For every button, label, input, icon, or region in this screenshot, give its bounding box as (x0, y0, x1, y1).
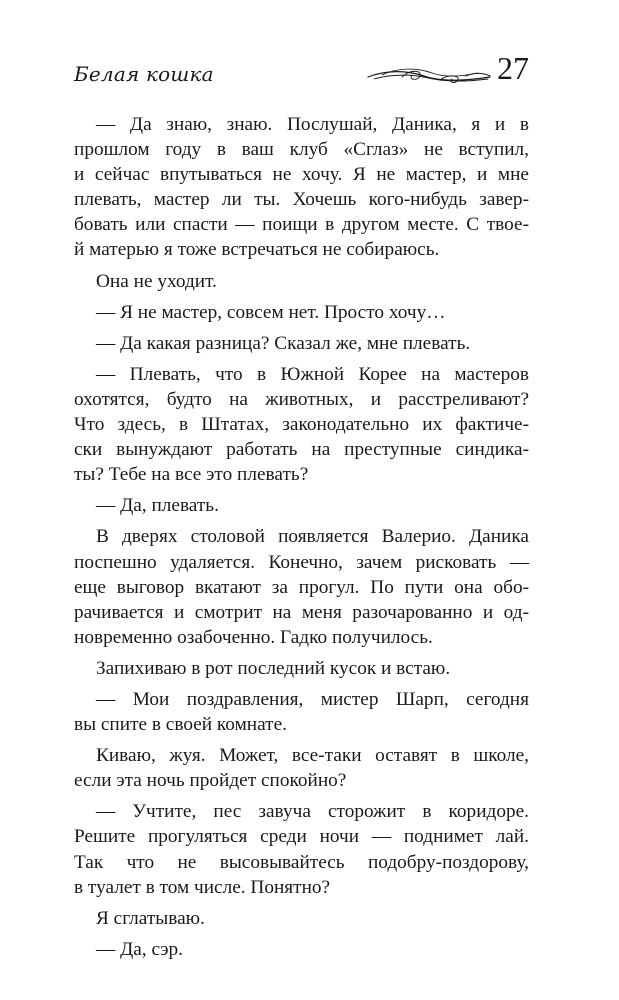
paragraph-line: Так что не высовывайтесь подобру-поздорову, (74, 851, 529, 873)
paragraph-first-line: Я сглатываю. (96, 907, 205, 929)
paragraph-line: Решите прогуляться среди ночи — поднимет лай. (74, 826, 529, 848)
paragraph-first-line: Запихиваю в рот последний кусок и встаю. (96, 657, 451, 679)
paragraph-line: рачивается и смотрит на меня разочарованно и од- (74, 601, 529, 623)
paragraph-first-line: — Да какая разница? Сказал же, мне плевать. (96, 332, 471, 354)
paragraph-line: прошлом году в ваш клуб «Сглаз» не вступил, (74, 139, 529, 161)
paragraph-line: если эта ночь пройдет спокойно? (74, 770, 347, 792)
paragraph-first-line: — Плевать, что в Южной Корее на мастеров (96, 363, 529, 385)
paragraph-first-line: — Учтите, пес завуча сторожит в коридоре. (96, 801, 529, 823)
paragraph-line: бовать или спасти — поищи в другом месте. С твое- (74, 214, 529, 236)
paragraph-line: и сейчас впутываться не хочу. Я не мастер, и мне (74, 164, 529, 186)
paragraph-first-line: — Да знаю, знаю. Послушай, Даника, я и в (96, 114, 529, 135)
page-number: 27 (497, 50, 529, 86)
flourish-ornament-icon (366, 64, 494, 88)
paragraph-line: й матерью я тоже встречаться не собираюсь. (74, 239, 440, 261)
paragraph-line: охотятся, будто на животных, и расстреливают? (74, 388, 529, 410)
paragraph-line: еще выговор вкатают за прогул. По пути она обо- (74, 576, 529, 598)
paragraph-line: поспешно удаляется. Конечно, зачем рисковать — (74, 551, 529, 573)
paragraph-first-line: — Мои поздравления, мистер Шарп, сегодня (96, 688, 529, 710)
paragraph-line: Что здесь, в Штатах, законодательно их фактиче- (74, 414, 529, 436)
paragraph-first-line: — Да, сэр. (96, 938, 183, 960)
paragraph-line: ски вынуждают работать на преступные синдика- (74, 439, 529, 461)
paragraph-line: новременно озабоченно. Гадко получилось. (74, 626, 433, 648)
paragraph-first-line: Она не уходит. (96, 270, 217, 292)
paragraph-line: вы спите в своей комнате. (74, 714, 287, 736)
paragraph-line: в туалет в том числе. Понятно? (74, 876, 331, 898)
paragraph-first-line: — Да, плевать. (96, 495, 219, 517)
paragraph-line: плевать, мастер ли ты. Хочешь кого-нибудь завер- (74, 189, 529, 211)
page-header (74, 50, 529, 90)
running-title: Белая кошка (74, 62, 214, 86)
paragraph-first-line: — Я не мастер, совсем нет. Просто хочу… (96, 301, 446, 323)
paragraph-first-line: Киваю, жуя. Может, все-таки оставят в школе, (96, 745, 529, 767)
paragraph-line: ты? Тебе на все это плевать? (74, 464, 309, 486)
paragraph-first-line: В дверях столовой появляется Валерио. Даника (96, 526, 529, 548)
body-text (74, 112, 529, 962)
